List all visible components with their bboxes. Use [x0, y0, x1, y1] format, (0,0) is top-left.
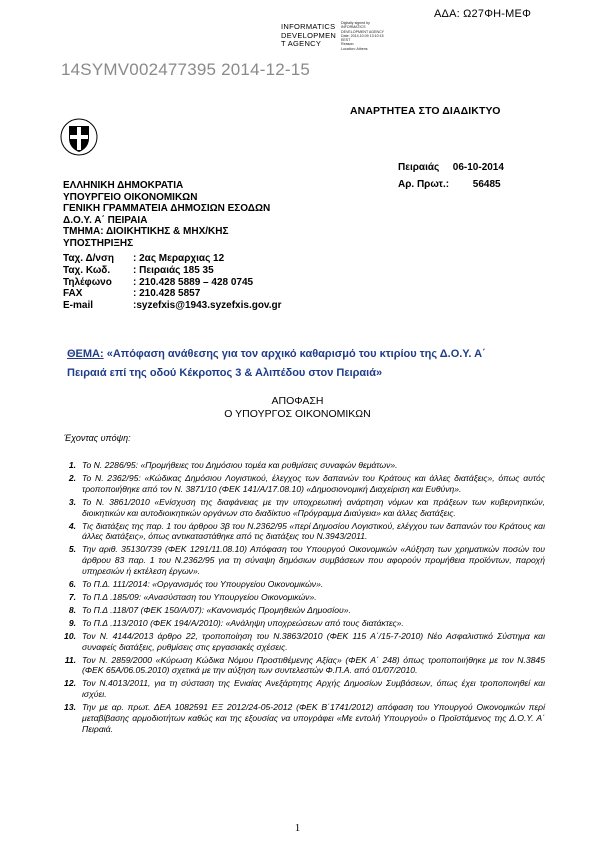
anartitea-label: ΑΝΑΡΤΗΤΕΑ ΣΤΟ ΔΙΑΔΙΚΤΥΟ — [350, 105, 501, 117]
subject-prefix: ΘΕΜΑ: — [67, 348, 104, 360]
contact-address: Ταχ. Δ/νση : 2ας Μεραρχιας 12 — [63, 253, 225, 264]
contact-fax: FAX : 210.428 5857 — [63, 288, 201, 300]
list-item: 2. Το Ν. 2362/95: «Κώδικας Δημόσιου Λογιστικού, έλεγχος των δαπανών του Κράτους και άλλες διατάξεις», όπως αυτός τροποποιήθηκε από τον Ν. 3871/10 (ΦΕΚ 141/Α/17.08.10) «Δημοσιονομική Διαχείριση και Ευθύνη». — [68, 472, 545, 494]
list-item: 6. Το Π.Δ. 111/2014: «Οργανισμός του Υπουργείου Οικονομικών». — [68, 579, 324, 590]
list-item: 9. Το Π.Δ .113/2010 (ΦΕΚ 194/Α/2010): «Ανάληψη υποχρεώσεων από τους διατάκτες». — [68, 617, 404, 628]
having-regard-label: Έχοντας υπόψη: — [64, 433, 131, 443]
contact-postcode: Ταχ. Κωδ. : Πειραιάς 185 35 — [63, 264, 214, 276]
informatics-agency-label: INFORMATICS DEVELOPMEN T AGENCY — [281, 22, 337, 49]
greek-coat-of-arms-icon — [60, 118, 98, 156]
subject-block — [67, 345, 537, 383]
list-item: 8. Το Π.Δ .118/07 (ΦΕΚ 150/Α/07): «Κανονισμός Προμηθειών Δημοσίου». — [68, 604, 351, 615]
protocol-line — [398, 179, 501, 190]
legal-basis-list — [60, 460, 545, 737]
decision-heading — [0, 395, 595, 421]
date-line — [398, 162, 504, 173]
list-item: 13. Την με αρ. πρωτ. ΔΕΑ 1082591 ΕΞ 2012/24-05-2012 (ΦΕΚ Β΄1741/2012) απόφαση του Υπουργού Οικονομικών περί μεταβίβασης αρμοδιοτήτων καθώς και της εξουσίας να υπογράφει «Με εντολή Υπουργού» ο Προϊστάμενος της Δ.Ο.Υ. Α΄ Πειραιά. — [64, 702, 545, 734]
digital-signature-info: Digitally signed by INFORMATICS DEVELOPMENT AGENCY Date: 2014.10.09 13:10:15 EEST Reason: Location: Athens — [341, 21, 385, 51]
document-id: 14SYMV002477395 2014-12-15 — [61, 60, 311, 79]
subject-line-1: «Απόφαση ανάθεσης για τον αρχικό καθαρισμό του κτιρίου της Δ.Ο.Υ. Α΄ — [106, 348, 486, 360]
list-item: 5. Την αριθ. 35130/739 (ΦΕΚ 1291/11.08.10) Απόφαση του Υπουργού Οικονομικών «Αύξηση των χρηματικών ποσών του άρθρου 83 παρ. 1 του Ν.2362/95 για τη σύναψη δημόσιων συμβάσεων που αφορούν προμήθεια προϊόντων, παροχή υπηρεσιών ή εκτέλεση έργων». — [68, 544, 545, 577]
decision-subtitle: Ο ΥΠΟΥΡΓΟΣ ΟΙΚΟΝΟΜΙΚΩΝ — [224, 408, 371, 420]
contact-details — [63, 253, 282, 312]
issuer-header: ΕΛΛΗΝΙΚΗ ΔΗΜΟΚΡΑΤΙΑ ΥΠΟΥΡΓΕΙΟ ΟΙΚΟΝΟΜΙΚΩΝ ΓΕΝΙΚΗ ΓΡΑΜΜΑΤΕΙΑ ΔΗΜΟΣΙΩΝ ΕΣΟΔΩΝ Δ.Ο.Υ. Α΄ ΠΕΙΡΑΙΑ ΤΜΗΜΑ: ΔΙΟΙΚΗΤΙΚΗΣ & ΜΗΧ/ΚΗΣ ΥΠΟΣΤΗΡΙΞΗΣ — [63, 180, 271, 249]
contact-email: E-mail :syzefxis@1943.syzefxis.gov.gr — [63, 300, 282, 312]
contact-phone: Τηλέφωνο : 210.428 5889 – 428 0745 — [63, 276, 254, 288]
date-label: Πειραιάς — [398, 162, 440, 173]
list-item: 10. Τον Ν. 4144/2013 άρθρο 22, τροποποίηση του Ν.3863/2010 (ΦΕΚ 115 Α΄/15-7-2010) Νέο Ασφαλιστικό Σύστημα και συναφείς διατάξεις, ρυθμίσεις στις εργασιακές σχέσεις. — [64, 630, 545, 652]
list-item: 3. Το Ν. 3861/2010 «Ενίσχυση της διαφάνειας με την υποχρεωτική ανάρτηση νόμων και πράξεων των κυβερνητικών, διοικητικών και αυτοδιοικητικών οργάνων στο διαδίκτυο «Πρόγραμμα Διαύγεια» και άλλες διατάξεις. — [68, 496, 545, 518]
list-item: 11. Τον Ν. 2859/2000 «Κύρωση Κώδικα Νόμου Προστιθέμενης Αξίας» (ΦΕΚ Α΄ 248) όπως τροποποιήθηκε με τον Ν.3845 (ΦΕΚ 65Α/06.05.2010) σχετικά με την αύξηση των συντελεστών Φ.Π.Α. από 01/07/2010. — [64, 654, 545, 676]
list-item: 7. Το Π.Δ .185/09: «Ανασύσταση του Υπουργείου Οικονομικών». — [68, 591, 317, 602]
list-item: 1. Το Ν. 2286/95: «Προμήθειες του Δημόσιου τομέα και ρυθμίσεις συναφών θεμάτων». — [68, 460, 398, 470]
page-number: 1 — [294, 822, 301, 834]
protocol-label: Αρ. Πρωτ.: — [398, 179, 450, 190]
list-item: 4. Τις διατάξεις της παρ. 1 του άρθρου 3β του Ν.2362/95 «περί Δημοσίου Λογιστικού, ελέγχου των δαπανών του Κράτους και άλλες διατάξεις», όπως αντικαταστάθηκε από τις διατάξεις του Ν.3943/2011. — [68, 520, 545, 542]
date-value: 06-10-2014 — [452, 162, 504, 173]
decision-title: ΑΠΟΦΑΣΗ — [271, 395, 324, 407]
protocol-value: 56485 — [472, 179, 501, 190]
ada-code: ΑΔΑ: Ω27ΦΗ-ΜΕΦ — [434, 8, 532, 20]
list-item: 12. Τον Ν.4013/2011, για τη σύσταση της Ενιαίας Ανεξάρτητης Αρχής Δημοσίων Συμβάσεων, όπως έχει τροποποιηθεί και ισχύει. — [64, 678, 545, 700]
subject-line-2: Πειραιά επί της οδού Κέκροπος 3 & Αλιπέδου στον Πειραιά» — [67, 367, 383, 379]
